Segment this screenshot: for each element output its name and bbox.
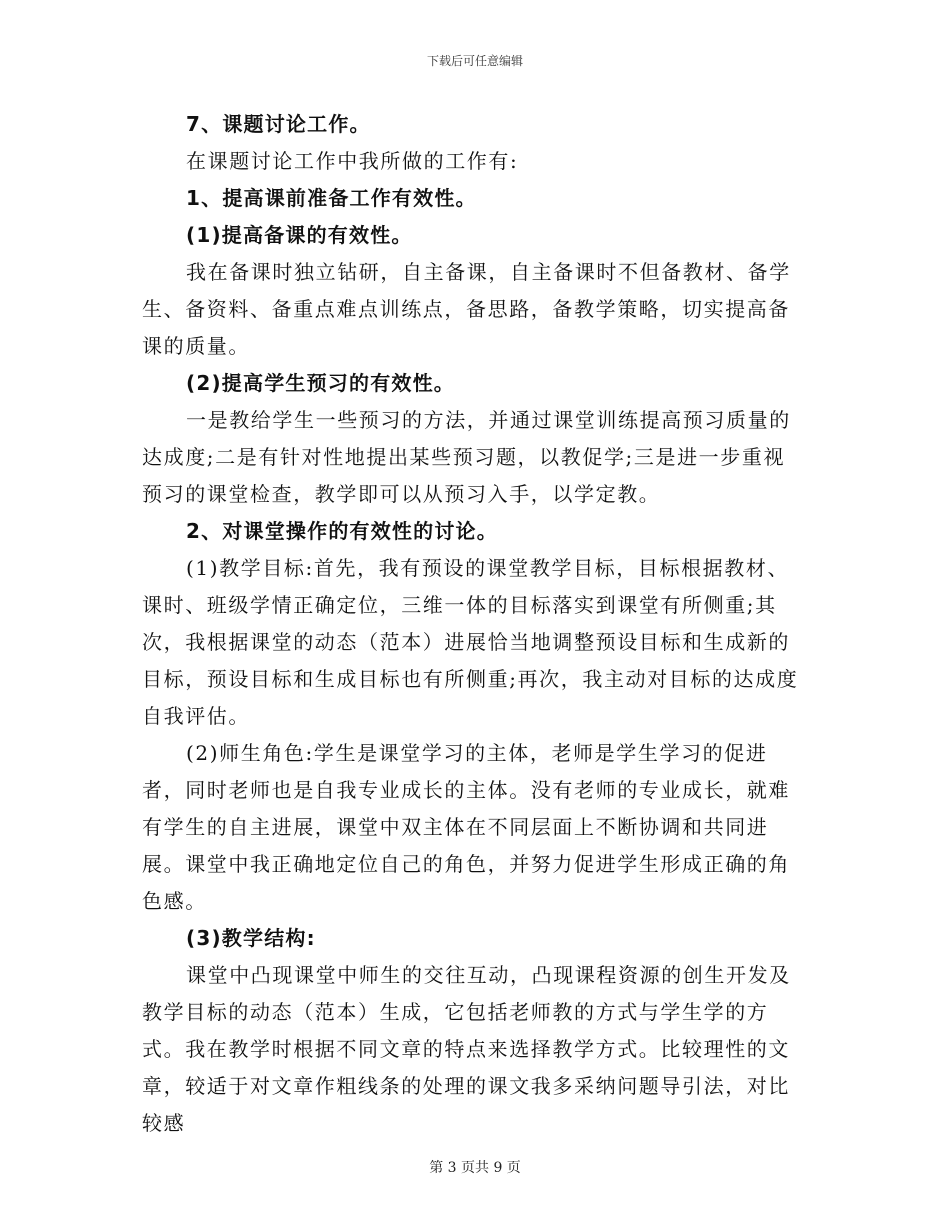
subheading-1-2: (2)提高学生预习的有效性。 [186, 371, 455, 395]
paragraph-roles: (2)师生角色:学生是课堂学习的主体，老师是学生学习的促进者，同时老师也是自我专业成长的主体。没有老师的专业成长，就难有学生的自主进展，课堂中双主体在不同层面上不断协调和共同进展。课堂中我正确地定位自己的角色，并努力促进学生形成正确的角色感。 [142, 741, 790, 913]
section-heading-7: 7、课题讨论工作。 [186, 112, 371, 136]
intro-paragraph: 在课题讨论工作中我所做的工作有: [186, 149, 519, 173]
paragraph-lesson-prep: 我在备课时独立钻研，自主备课，自主备课时不但备教材、备学生、备资料、备重点难点训练点，备思路，备教学策略，切实提高备课的质量。 [142, 260, 791, 358]
document-body [142, 106, 802, 1142]
paragraph-teaching-goals: (1)教学目标:首先，我有预设的课堂教学目标，目标根据教材、课时、班级学情正确定位，三维一体的目标落实到课堂有所侧重;其次，我根据课堂的动态（范本）进展恰当地调整预设目标和生成新的目标，预设目标和生成目标也有所侧重;再次，我主动对目标的达成度自我评估。 [142, 556, 799, 728]
subheading-2-3: (3)教学结构: [186, 926, 316, 950]
page-number: 第 3 页共 9 页 [429, 1160, 521, 1176]
subheading-1-1: (1)提高备课的有效性。 [186, 223, 413, 247]
paragraph-structure: 课堂中凸现课堂中师生的交往互动，凸现课程资源的创生开发及教学目标的动态（范本）生成，它包括老师教的方式与学生学的方式。我在教学时根据不同文章的特点来选择教学方式。比较理性的文章，较适于对文章作粗线条的处理的课文我多采纳问题导引法，对比较感 [142, 963, 791, 1135]
subheading-1: 1、提高课前准备工作有效性。 [186, 186, 477, 210]
page-header: 下载后可任意编辑 [426, 54, 523, 68]
subheading-2: 2、对课堂操作的有效性的讨论。 [186, 519, 498, 543]
paragraph-preview: 一是教给学生一些预习的方法，并通过课堂训练提高预习质量的达成度;二是有针对性地提出某些预习题，以教促学;三是进一步重视预习的课堂检查，教学即可以从预习入手，以学定教。 [142, 408, 791, 506]
